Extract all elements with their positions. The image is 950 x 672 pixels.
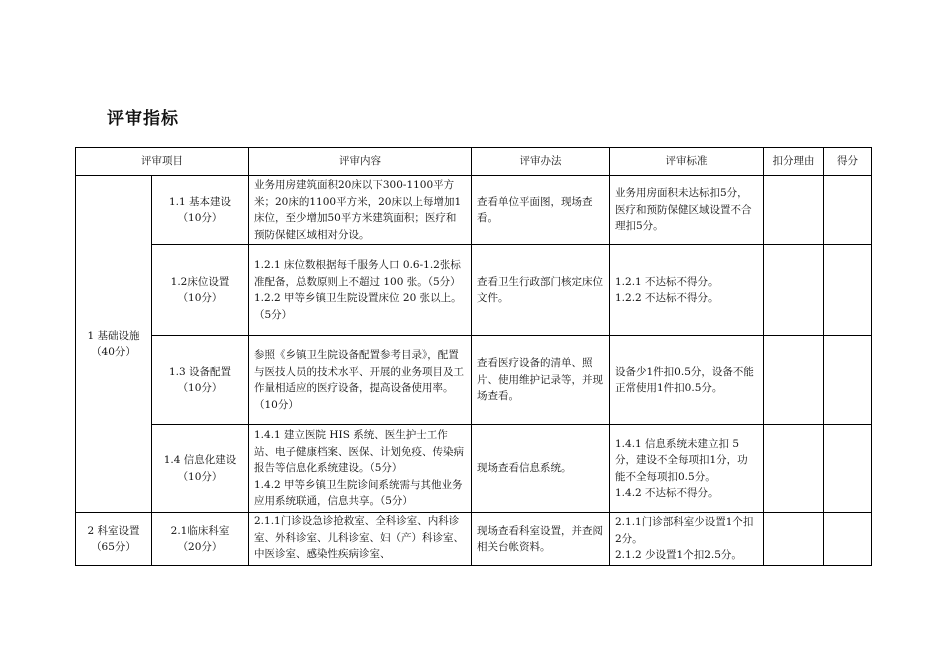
category-cell bbox=[76, 513, 152, 566]
content-text: 1.2.2 甲等乡镇卫生院设置床位 20 张以上。（5分） bbox=[254, 292, 462, 321]
item-score: （20分） bbox=[177, 541, 223, 553]
item-cell bbox=[152, 245, 249, 336]
deduction-reason-cell[interactable] bbox=[764, 245, 824, 336]
standard-cell bbox=[610, 245, 764, 336]
header-review-standard: 评审标准 bbox=[610, 148, 764, 176]
category-cell bbox=[76, 176, 152, 513]
item-score: （10分） bbox=[177, 292, 223, 304]
header-review-item: 评审项目 bbox=[76, 148, 249, 176]
score-cell[interactable] bbox=[824, 513, 872, 566]
item-name: 1.1 基本建设 bbox=[168, 195, 232, 208]
content-text: 1.4.1 建立医院 HIS 系统、医生护士工作站、电子健康档案、医保、计划免疫、传染病报告等信息化系统建设。（5分） bbox=[254, 429, 464, 475]
standard-text: 2.1.2 少设置1个扣2.5分。 bbox=[615, 549, 742, 562]
content-text: 业务用房建筑面积20床以下300-1100平方米；20床的1100平方米，20床以上每增加1床位，至少增加50平方米建筑面积；医疗和预防保健区域相对分设。 bbox=[254, 179, 462, 241]
table-row bbox=[76, 245, 872, 336]
item-score: （10分） bbox=[177, 470, 223, 483]
table-row bbox=[76, 425, 872, 513]
header-review-content: 评审内容 bbox=[249, 148, 472, 176]
table-row bbox=[76, 176, 872, 245]
item-name: 1.2床位设置 bbox=[170, 275, 230, 288]
standard-text: 1.4.1 信息系统未建立扣 5分，建设不全每项扣1分，功能不全每项扣0.5分。 bbox=[615, 437, 748, 483]
item-score: （10分） bbox=[177, 382, 223, 394]
item-cell bbox=[152, 176, 249, 245]
standard-text: 设备少1件扣0.5分，设备不能正常使用1件扣0.5分。 bbox=[615, 365, 754, 394]
deduction-reason-cell[interactable] bbox=[764, 336, 824, 425]
content-text: 2.1.1门诊设急诊抢救室、全科诊室、内科诊室、外科诊室、儿科诊室、妇（产）科诊室、中医诊室、感染性疾病诊室、 bbox=[254, 515, 464, 560]
score-cell[interactable] bbox=[824, 245, 872, 336]
header-score: 得分 bbox=[824, 148, 872, 176]
item-cell bbox=[152, 513, 249, 566]
standard-cell bbox=[610, 425, 764, 513]
standard-text: 1.2.1 不达标不得分。 bbox=[615, 275, 719, 288]
category-name: 1 基础设施 bbox=[87, 329, 140, 342]
standard-text: 业务用房面积未达标扣5分，医疗和预防保健区域设置不合理扣5分。 bbox=[615, 187, 752, 233]
deduction-reason-cell[interactable] bbox=[764, 513, 824, 566]
score-cell[interactable] bbox=[824, 336, 872, 425]
content-text: 1.2.1 床位数根据每千服务人口 0.6-1.2张标准配备，总数原则上不超过 100 张。（5分） bbox=[254, 259, 461, 288]
item-cell bbox=[152, 336, 249, 425]
standard-cell bbox=[610, 336, 764, 425]
header-deduction-reason: 扣分理由 bbox=[764, 148, 824, 176]
score-cell[interactable] bbox=[824, 425, 872, 513]
item-name: 1.3 设备配置 bbox=[168, 365, 232, 378]
content-text: 1.4.2 甲等乡镇卫生院诊间系统需与其他业务应用系统联通，信息共享。（5分） bbox=[254, 478, 463, 508]
category-name: 2 科室设置 bbox=[87, 524, 140, 537]
content-text: 参照《乡镇卫生院设备配置参考目录》，配置与医技人员的技术水平、开展的业务项目及工作量相适应的医疗设备，提高设备使用率。（10分） bbox=[254, 349, 464, 411]
method-cell: 现场查看信息系统。 bbox=[472, 425, 610, 513]
deduction-reason-cell[interactable] bbox=[764, 176, 824, 245]
content-cell bbox=[249, 245, 472, 336]
table-header-row bbox=[76, 148, 872, 176]
item-score: （10分） bbox=[177, 212, 223, 224]
method-cell: 查看单位平面图，现场查看。 bbox=[472, 176, 610, 245]
method-cell: 查看卫生行政部门核定床位文件。 bbox=[472, 245, 610, 336]
table-row bbox=[76, 513, 872, 566]
content-cell bbox=[249, 513, 472, 566]
score-cell[interactable] bbox=[824, 176, 872, 245]
standard-text: 1.4.2 不达标不得分。 bbox=[615, 487, 719, 499]
item-name: 2.1临床科室 bbox=[170, 524, 230, 537]
criteria-table bbox=[75, 147, 872, 566]
standard-cell bbox=[610, 176, 764, 245]
standard-text: 1.2.2 不达标不得分。 bbox=[615, 292, 719, 304]
table-row bbox=[76, 336, 872, 425]
deduction-reason-cell[interactable] bbox=[764, 425, 824, 513]
page-title: 评审指标 bbox=[107, 109, 179, 129]
item-name: 1.4 信息化建设 bbox=[163, 454, 237, 466]
content-cell bbox=[249, 176, 472, 245]
category-score: （65分） bbox=[91, 541, 136, 553]
standard-text: 2.1.1门诊部科室少设置1个扣2分。 bbox=[615, 516, 754, 545]
category-score: （40分） bbox=[91, 346, 136, 358]
standard-cell bbox=[610, 513, 764, 566]
item-cell bbox=[152, 425, 249, 513]
method-cell: 查看医疗设备的清单、照片、使用维护记录等，并现场查看。 bbox=[472, 336, 610, 425]
header-review-method: 评审办法 bbox=[472, 148, 610, 176]
content-cell bbox=[249, 336, 472, 425]
method-cell: 现场查看科室设置，并查阅相关台帐资料。 bbox=[472, 513, 610, 566]
content-cell bbox=[249, 425, 472, 513]
